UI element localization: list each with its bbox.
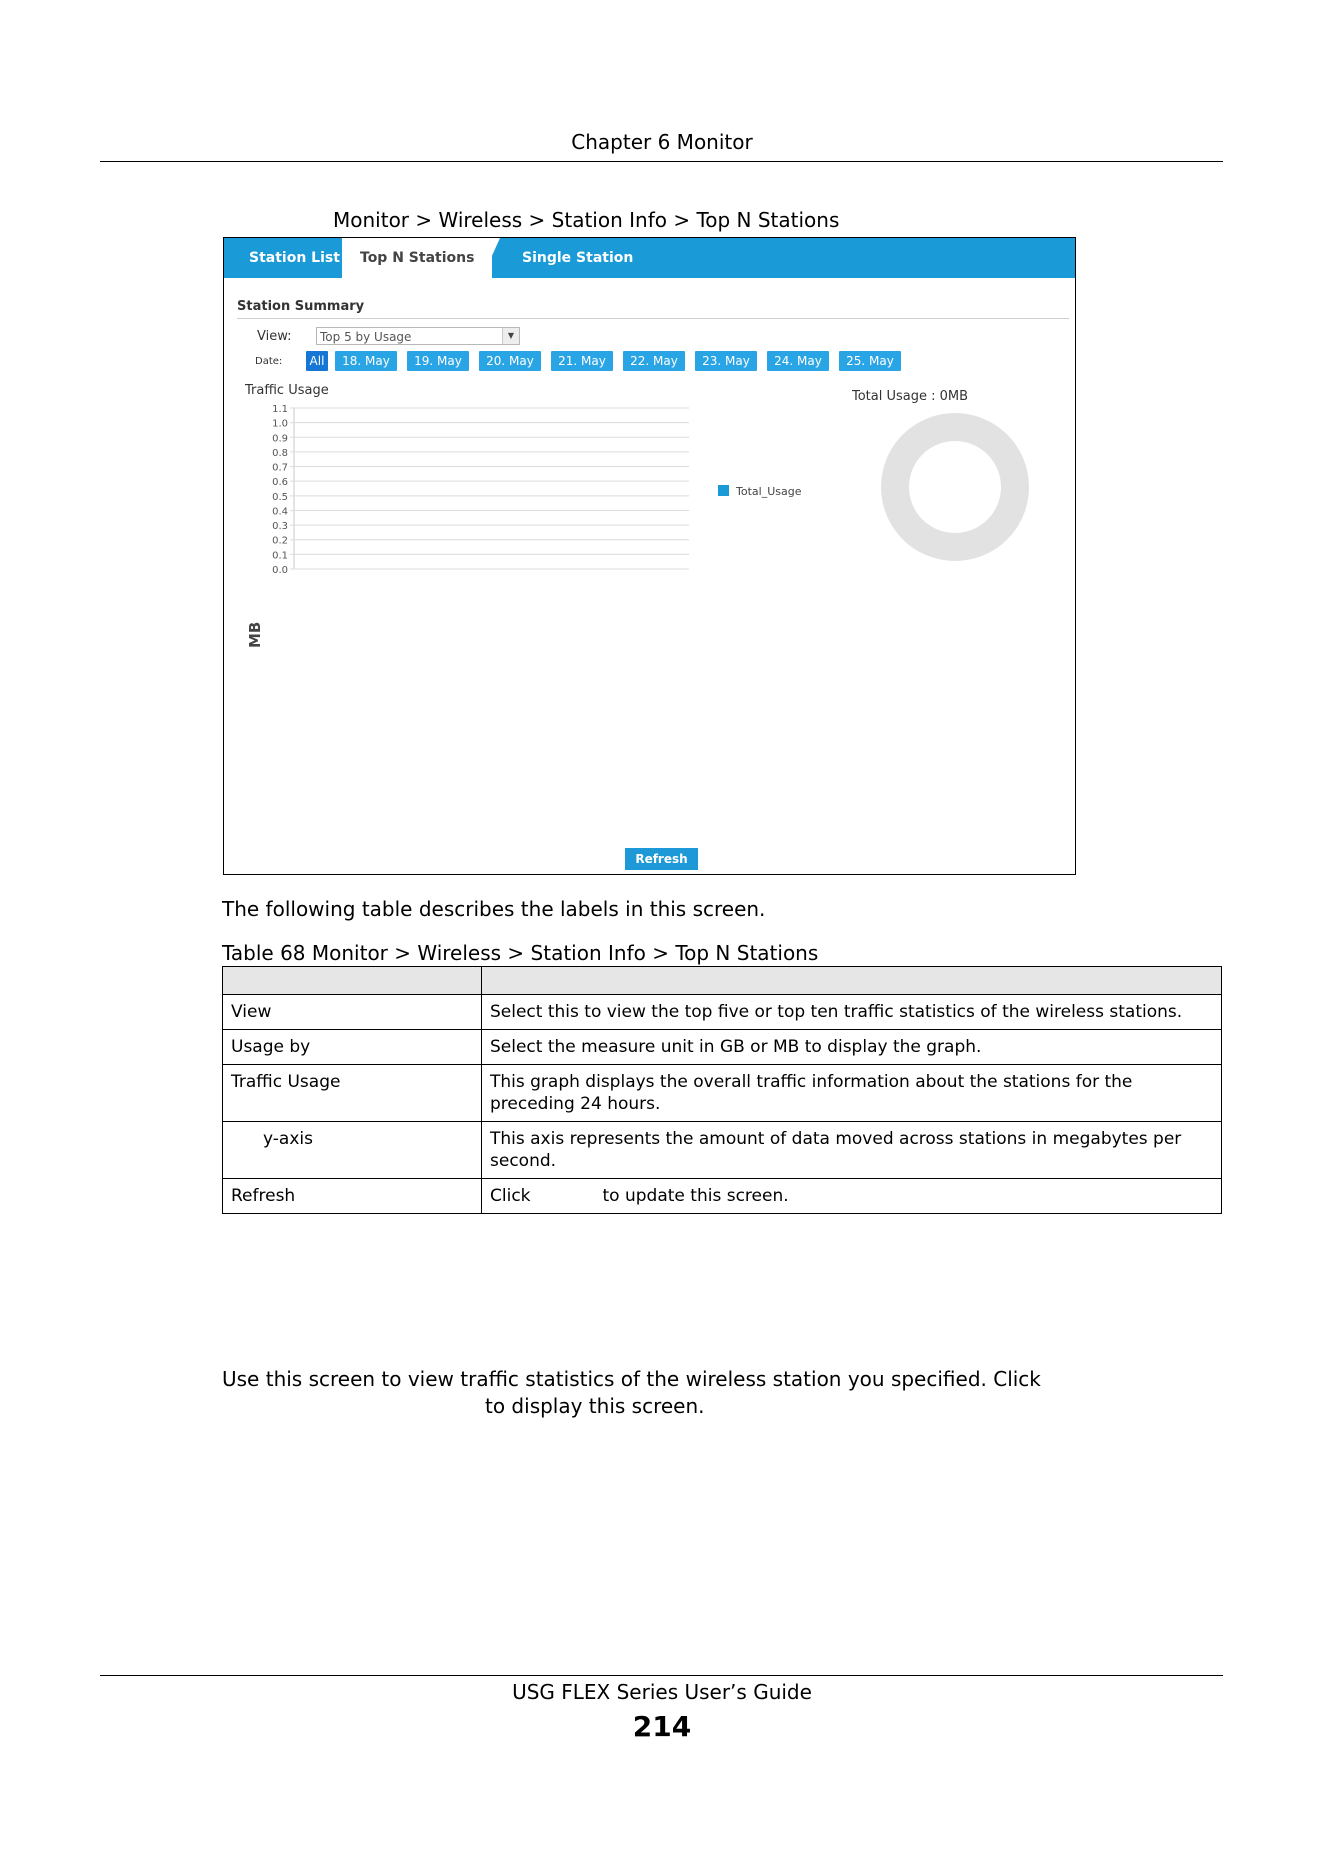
date-button[interactable]: 22. May: [623, 351, 685, 371]
chevron-down-icon[interactable]: ▼: [502, 328, 519, 344]
view-label: View:: [257, 329, 292, 344]
footer-rule: [100, 1675, 1223, 1676]
chapter-header: Chapter 6 Monitor: [571, 130, 753, 154]
date-button[interactable]: 19. May: [407, 351, 469, 371]
page-number: 214: [632, 1710, 692, 1743]
body-paragraph-line1: Use this screen to view traffic statistics of the wireless station you specified. Click: [222, 1367, 1041, 1391]
y-axis-label: MB: [246, 621, 264, 648]
row-label: View: [223, 995, 482, 1030]
header-rule: [100, 161, 1223, 162]
date-button[interactable]: 20. May: [479, 351, 541, 371]
tab-notch: [482, 238, 500, 278]
date-label: Date:: [255, 356, 283, 367]
y-tick-label: 0.4: [272, 506, 288, 518]
tab-top-n-stations[interactable]: Top N Stations: [342, 238, 492, 278]
row-description-post: to update this screen.: [602, 1186, 789, 1206]
row-description: Select this to view the top five or top ten traffic statistics of the wireless stations.: [482, 995, 1222, 1030]
chart-title: Traffic Usage: [245, 383, 329, 398]
traffic-usage-chart: [224, 398, 1075, 818]
footer-guide-title: USG FLEX Series User’s Guide: [512, 1680, 812, 1704]
y-tick-label: 0.3: [272, 521, 288, 533]
row-label: y-axis: [223, 1122, 482, 1179]
table-header-cell: [223, 967, 482, 995]
table-header-cell: [482, 967, 1222, 995]
date-button[interactable]: 23. May: [695, 351, 757, 371]
total-usage-label: Total Usage : 0MB: [852, 389, 969, 404]
y-tick-label: 0.6: [272, 477, 288, 489]
y-tick-label: 0.7: [272, 462, 288, 474]
table-row: [223, 995, 1222, 1030]
row-description: This axis represents the amount of data moved across stations in megabytes per second.: [482, 1122, 1222, 1179]
row-label: Traffic Usage: [223, 1065, 482, 1122]
description-table: [222, 966, 1222, 1214]
row-label: Refresh: [223, 1179, 482, 1214]
view-select[interactable]: [316, 327, 520, 345]
y-tick-label: 0.8: [272, 447, 288, 459]
section-divider: [237, 318, 1069, 319]
figure-caption: Monitor > Wireless > Station Info > Top N Stations: [333, 208, 840, 232]
row-description: [482, 1179, 1222, 1214]
screenshot-panel: [223, 237, 1076, 875]
body-paragraph-line2: to display this screen.: [485, 1394, 705, 1418]
table-caption: Table 68 Monitor > Wireless > Station Info > Top N Stations: [222, 941, 819, 965]
date-button[interactable]: 21. May: [551, 351, 613, 371]
row-label: Usage by: [223, 1030, 482, 1065]
date-button[interactable]: 24. May: [767, 351, 829, 371]
refresh-button[interactable]: Refresh: [625, 848, 698, 870]
legend-swatch: [718, 485, 729, 496]
table-row: [223, 1122, 1222, 1179]
y-tick-label: 0.2: [272, 535, 288, 547]
tab-single-station[interactable]: Single Station: [522, 250, 634, 266]
date-button[interactable]: 18. May: [335, 351, 397, 371]
intro-text: The following table describes the labels in this screen.: [222, 897, 766, 921]
legend-label: Total_Usage: [736, 485, 802, 498]
section-title: Station Summary: [237, 299, 365, 314]
date-button[interactable]: 25. May: [839, 351, 901, 371]
table-row: [223, 1030, 1222, 1065]
tab-station-list[interactable]: Station List: [249, 250, 340, 266]
y-tick-label: 0.9: [272, 433, 288, 445]
row-description: Select the measure unit in GB or MB to display the graph.: [482, 1030, 1222, 1065]
y-tick-label: 0.5: [272, 491, 288, 503]
y-tick-label: 0.1: [272, 550, 288, 562]
table-row: [223, 1065, 1222, 1122]
table-header-row: [223, 967, 1222, 995]
row-description: This graph displays the overall traffic information about the stations for the preceding 24 hours.: [482, 1065, 1222, 1122]
row-description-pre: Click: [490, 1186, 531, 1206]
table-row: [223, 1179, 1222, 1214]
y-tick-label: 1.1: [272, 404, 288, 415]
date-button-all[interactable]: All: [306, 351, 328, 371]
y-tick-label: 0.0: [272, 565, 288, 576]
view-select-value: Top 5 by Usage: [320, 330, 412, 344]
total-usage-donut: [895, 427, 1015, 547]
tab-bar: [224, 238, 1075, 278]
y-tick-label: 1.0: [272, 418, 288, 430]
